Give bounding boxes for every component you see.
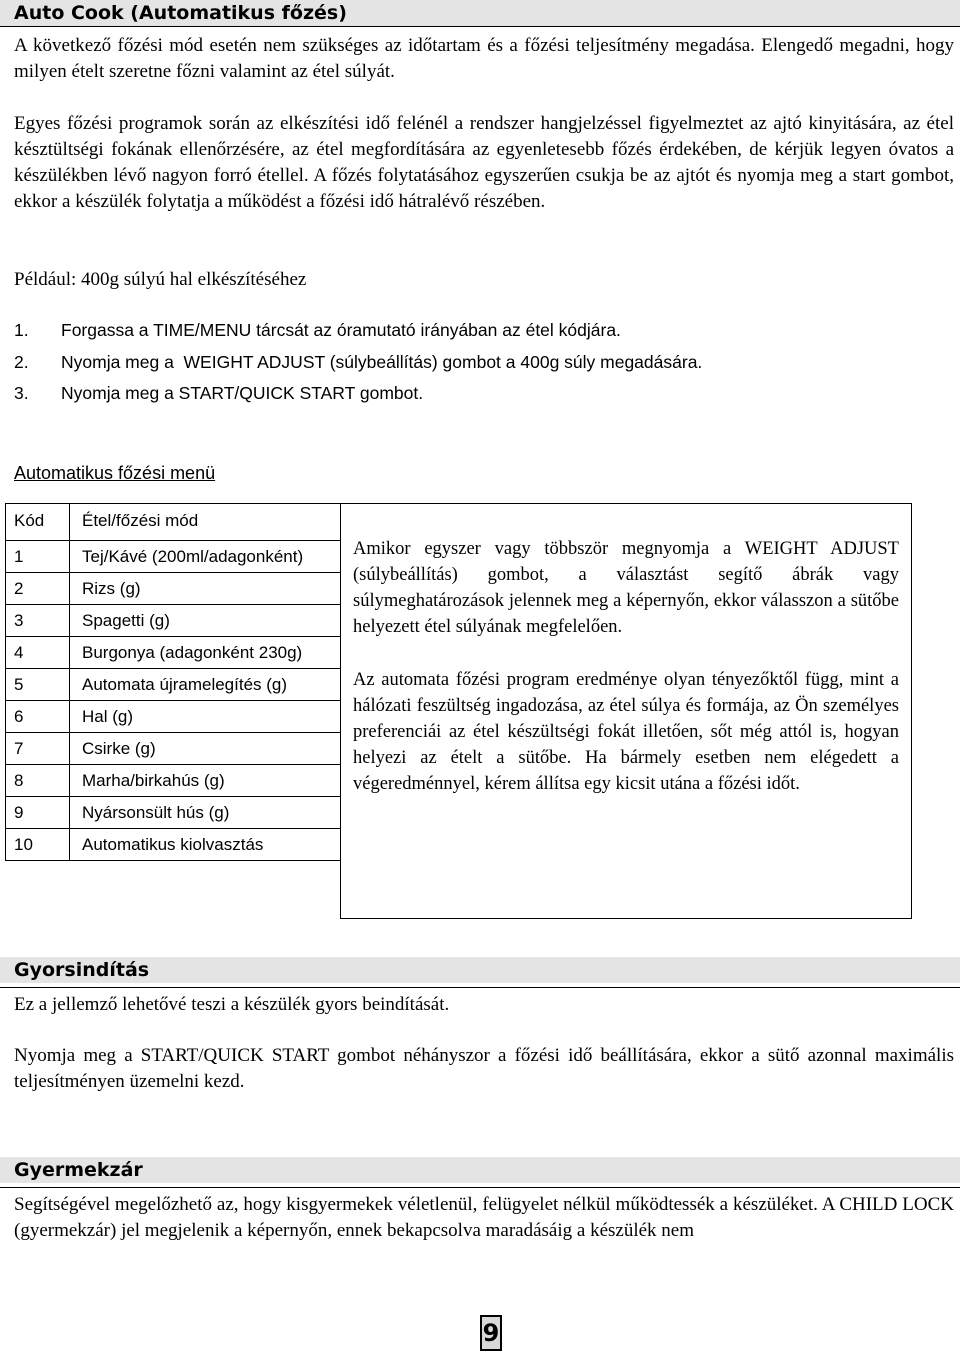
row-dish: Csirke (g) bbox=[70, 733, 341, 765]
table-row bbox=[6, 669, 341, 701]
table-row bbox=[6, 605, 341, 637]
step-text: Forgassa a TIME/MENU tárcsát az óramutató irányában az étel kódjára. bbox=[61, 320, 621, 340]
auto-cook-example: Például: 400g súlyú hal elkészítéséhez bbox=[14, 269, 307, 290]
step-number: 3. bbox=[14, 383, 29, 403]
table-header-row bbox=[6, 504, 341, 541]
table-row bbox=[6, 637, 341, 669]
row-code: 1 bbox=[6, 541, 70, 573]
step-number: 2. bbox=[14, 352, 29, 372]
row-dish: Burgonya (adagonként 230g) bbox=[70, 637, 341, 669]
step-item bbox=[14, 318, 621, 342]
table-row bbox=[6, 573, 341, 605]
step-text: Nyomja meg a START/QUICK START gombot. bbox=[61, 383, 424, 403]
header-dish: Étel/főzési mód bbox=[70, 504, 341, 541]
step-item bbox=[14, 381, 423, 405]
row-dish: Marha/birkahús (g) bbox=[70, 765, 341, 797]
table-row bbox=[6, 829, 341, 861]
step-item bbox=[14, 350, 702, 374]
row-dish: Hal (g) bbox=[70, 701, 341, 733]
row-code: 7 bbox=[6, 733, 70, 765]
auto-cook-paragraph: Egyes főzési programok során az elkészítési idő felénél a rendszer hangjelzéssel figyelmeztet az ajtó kinyitására, az étel késztültségi fokának ellenőrzésére, az étel megfordítására az egyenletesebb főzés érdekében, de kérjük legyen óvatos a készülékben lévő nagyon forró étellel. A főzés folytatásához egyszerűen csukja be az ajtót és nyomja meg a start gombot, ekkor a készülék folytatja a működést a főzési idő hátralévő részében. bbox=[14, 113, 954, 212]
section-title-child-lock: Gyermekzár bbox=[0, 1157, 960, 1183]
step-number: 1. bbox=[14, 320, 29, 340]
header-code: Kód bbox=[6, 504, 70, 541]
table-row bbox=[6, 765, 341, 797]
table-row bbox=[6, 541, 341, 573]
table-row bbox=[6, 733, 341, 765]
quick-start-paragraph: Nyomja meg a START/QUICK START gombot néhányszor a főzési idő beállítására, ekkor a sütő azonnal maximális teljesítményen üzemelni kezd. bbox=[14, 1045, 954, 1092]
section-rule bbox=[0, 1187, 960, 1188]
row-code: 9 bbox=[6, 797, 70, 829]
row-code: 4 bbox=[6, 637, 70, 669]
child-lock-paragraph: Segítségével megelőzhető az, hogy kisgyermekek véletlenül, felügyelet nélkül működtessék a készüléket. A CHILD LOCK (gyermekzár) jel megjelenik a képernyőn, ennek bekapcsolva maradásáig a készülék nem bbox=[14, 1194, 954, 1241]
auto-cook-intro: A következő főzési mód esetén nem szükséges az időtartam és a főzési teljesítmény megadása. Elengedő megadni, hogy milyen ételt szeretne főzni valamint az étel súlyát. bbox=[14, 35, 954, 82]
table-row bbox=[6, 701, 341, 733]
section-title-quick-start: Gyorsindítás bbox=[0, 957, 960, 983]
row-code: 10 bbox=[6, 829, 70, 861]
menu-title: Automatikus főzési menü bbox=[14, 463, 216, 483]
row-dish: Rizs (g) bbox=[70, 573, 341, 605]
row-dish: Spagetti (g) bbox=[70, 605, 341, 637]
page-number: 9 bbox=[480, 1315, 502, 1351]
row-dish: Tej/Kávé (200ml/adagonként) bbox=[70, 541, 341, 573]
quick-start-intro: Ez a jellemző lehetővé teszi a készülék gyors beindítását. bbox=[14, 994, 450, 1015]
row-dish: Automata újramelegítés (g) bbox=[70, 669, 341, 701]
section-rule bbox=[0, 26, 960, 27]
row-code: 3 bbox=[6, 605, 70, 637]
row-dish: Nyársonsült hús (g) bbox=[70, 797, 341, 829]
row-code: 8 bbox=[6, 765, 70, 797]
section-rule bbox=[0, 987, 960, 988]
row-dish: Automatikus kiolvasztás bbox=[70, 829, 341, 861]
menu-note-weight-adjust: Amikor egyszer vagy többször megnyomja a WEIGHT ADJUST (súlybeállítás) gombot, a választást segítő ábrák vagy súlymeghatározások jelennek meg a képernyőn, ekkor válasszon a sütőbe helyezett étel súlyának megfelelően. bbox=[353, 539, 899, 637]
row-code: 6 bbox=[6, 701, 70, 733]
table-row bbox=[6, 797, 341, 829]
menu-note-results: Az automata főzési program eredménye olyan tényezőktől függ, mint a hálózati feszültség ingadozása, az étel súlya és formája, az Ön személyes preferenciái az étel készültségi fokát illetően, sőt még attól is, hogyan helyezi az ételt a sütőbe. Ha bármely esetben nem elégedett a végeredménnyel, kérem állítsa egy kicsit utána a főzési időt. bbox=[353, 670, 899, 794]
auto-cook-menu-table bbox=[5, 503, 341, 861]
row-code: 2 bbox=[6, 573, 70, 605]
row-code: 5 bbox=[6, 669, 70, 701]
step-text: Nyomja meg a WEIGHT ADJUST (súlybeállítás) gombot a 400g súly megadására. bbox=[61, 352, 703, 372]
section-title-auto-cook: Auto Cook (Automatikus főzés) bbox=[0, 0, 960, 26]
